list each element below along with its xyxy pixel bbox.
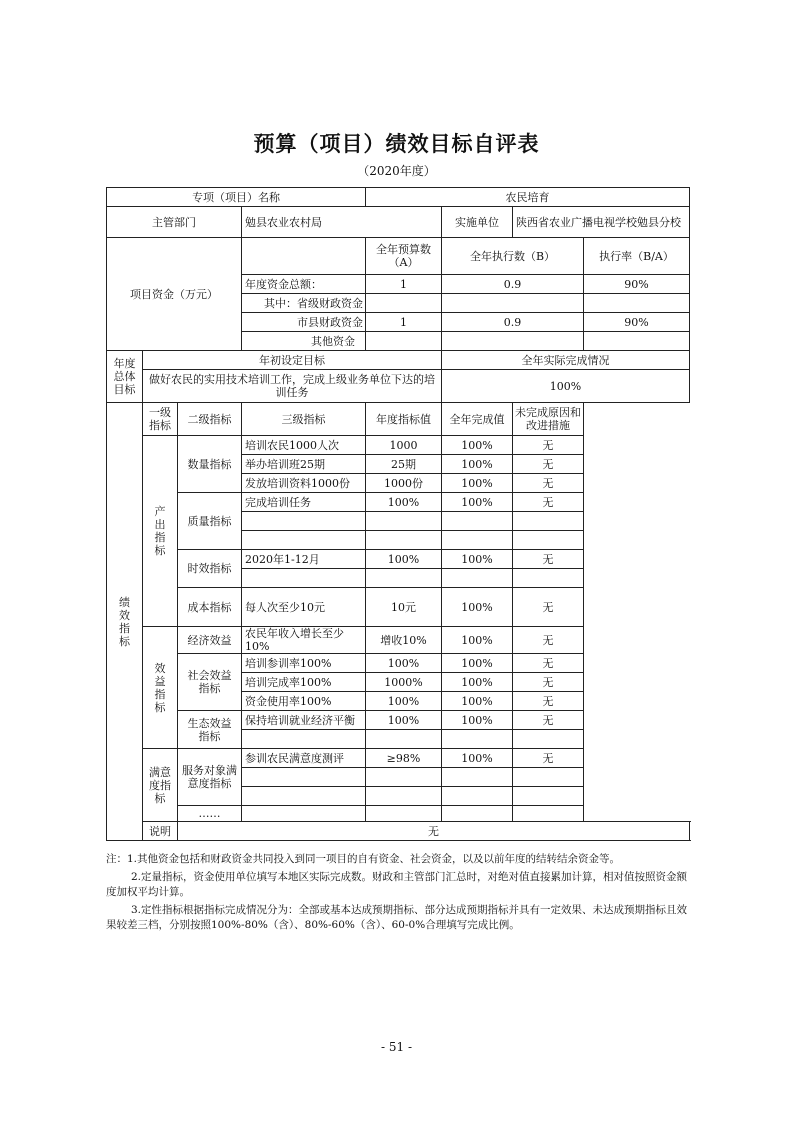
time-label: 时效指标 bbox=[178, 550, 242, 588]
funds-col-rate: 执行率（B/A） bbox=[584, 238, 690, 275]
project-name-value: 农民培育 bbox=[366, 188, 690, 207]
funds-row-a bbox=[366, 294, 442, 313]
indicator-name: 资金使用率100% bbox=[242, 692, 366, 711]
empty-cell bbox=[513, 806, 584, 822]
funds-row-label: 其他资金 bbox=[242, 332, 366, 351]
indicator-done: 100% bbox=[442, 493, 513, 512]
empty-cell bbox=[242, 806, 366, 822]
cost-label: 成本指标 bbox=[178, 588, 242, 627]
indicator-target: 100% bbox=[366, 692, 442, 711]
dept-label: 主管部门 bbox=[107, 207, 242, 238]
satisfaction-more: …… bbox=[178, 806, 242, 822]
indicator-name: 发放培训资料1000份 bbox=[242, 474, 366, 493]
funds-row-a bbox=[366, 332, 442, 351]
empty-cell bbox=[366, 806, 442, 822]
evaluation-table bbox=[106, 187, 690, 841]
funds-label: 项目资金（万元） bbox=[107, 238, 242, 351]
indicators-h-done: 全年完成值 bbox=[442, 403, 513, 436]
output-label: 产出指标 bbox=[143, 436, 178, 627]
indicator-reason: 无 bbox=[513, 588, 584, 627]
unit-label: 实施单位 bbox=[442, 207, 513, 238]
indicator-done: 100% bbox=[442, 455, 513, 474]
indicator-reason: 无 bbox=[513, 627, 584, 654]
indicator-done: 100% bbox=[442, 654, 513, 673]
empty-cell bbox=[442, 730, 513, 749]
empty-cell bbox=[442, 787, 513, 806]
funds-row-b bbox=[442, 332, 584, 351]
indicators-h-reason: 未完成原因和改进措施 bbox=[513, 403, 584, 436]
empty-cell bbox=[442, 569, 513, 588]
empty-cell bbox=[366, 512, 442, 531]
empty-cell bbox=[242, 768, 366, 787]
empty-cell bbox=[242, 730, 366, 749]
funds-row-label: 其中：省级财政资金 bbox=[242, 294, 366, 313]
funds-header-blank bbox=[242, 238, 366, 275]
quality-label: 质量指标 bbox=[178, 493, 242, 550]
indicator-name: 参训农民满意度测评 bbox=[242, 749, 366, 768]
indicator-target: 25期 bbox=[366, 455, 442, 474]
indicator-done: 100% bbox=[442, 436, 513, 455]
indicator-name: 每人次至少10元 bbox=[242, 588, 366, 627]
indicator-target: 100% bbox=[366, 493, 442, 512]
indicator-done: 100% bbox=[442, 673, 513, 692]
empty-cell bbox=[366, 569, 442, 588]
empty-cell bbox=[513, 730, 584, 749]
indicator-done: 100% bbox=[442, 749, 513, 768]
indicator-done: 100% bbox=[442, 588, 513, 627]
funds-row-b: 0.9 bbox=[442, 275, 584, 294]
indicator-name: 保持培训就业经济平衡 bbox=[242, 711, 366, 730]
empty-cell bbox=[442, 512, 513, 531]
funds-col-a: 全年预算数（A） bbox=[366, 238, 442, 275]
satisfaction-label: 满意度指标 bbox=[143, 749, 178, 822]
funds-row-b: 0.9 bbox=[442, 313, 584, 332]
funds-row-label: 年度资金总额： bbox=[242, 275, 366, 294]
remark-label: 说明 bbox=[143, 822, 178, 841]
service-label: 服务对象满意度指标 bbox=[178, 749, 242, 806]
funds-row-a: 1 bbox=[366, 313, 442, 332]
funds-col-b: 全年执行数（B） bbox=[442, 238, 584, 275]
funds-row-rate: 90% bbox=[584, 275, 690, 294]
footnotes bbox=[106, 852, 696, 936]
funds-row-rate: 90% bbox=[584, 313, 690, 332]
indicator-reason: 无 bbox=[513, 550, 584, 569]
empty-cell bbox=[442, 806, 513, 822]
indicator-done: 100% bbox=[442, 627, 513, 654]
quantity-label: 数量指标 bbox=[178, 436, 242, 493]
remark-value: 无 bbox=[178, 822, 690, 841]
indicator-reason: 无 bbox=[513, 474, 584, 493]
indicator-target: 1000份 bbox=[366, 474, 442, 493]
indicator-reason: 无 bbox=[513, 455, 584, 474]
empty-cell bbox=[242, 569, 366, 588]
footnote: 注：1.其他资金包括和财政资金共同投入到同一项目的自有资金、社会资金，以及以前年度的结转结余资金等。 bbox=[106, 853, 621, 865]
indicators-h-l3: 三级指标 bbox=[242, 403, 366, 436]
goals-col-actual: 全年实际完成情况 bbox=[442, 351, 690, 370]
indicator-reason: 无 bbox=[513, 436, 584, 455]
funds-row-rate bbox=[584, 294, 690, 313]
indicators-h-l2: 二级指标 bbox=[178, 403, 242, 436]
indicator-target: 100% bbox=[366, 711, 442, 730]
empty-cell bbox=[513, 787, 584, 806]
empty-cell bbox=[242, 512, 366, 531]
indicator-target: 100% bbox=[366, 654, 442, 673]
indicators-h-target: 年度指标值 bbox=[366, 403, 442, 436]
empty-cell bbox=[242, 531, 366, 550]
indicator-reason: 无 bbox=[513, 493, 584, 512]
empty-cell bbox=[366, 787, 442, 806]
goals-actual: 100% bbox=[442, 370, 690, 403]
goals-label: 年度总体目标 bbox=[107, 351, 143, 403]
indicator-reason: 无 bbox=[513, 749, 584, 768]
ecology-label: 生态效益指标 bbox=[178, 711, 242, 749]
indicator-reason: 无 bbox=[513, 673, 584, 692]
page-title: 预算（项目）绩效目标自评表 bbox=[253, 131, 540, 156]
indicator-target: 1000% bbox=[366, 673, 442, 692]
empty-cell bbox=[242, 787, 366, 806]
footnote: 2.定量指标，资金使用单位填写本地区实际完成数。财政和主管部门汇总时，对绝对值直接累加计算，相对值按照资金额度加权平均计算。 bbox=[106, 871, 688, 898]
indicator-name: 培训参训率100% bbox=[242, 654, 366, 673]
empty-cell bbox=[513, 531, 584, 550]
indicator-target: 100% bbox=[366, 550, 442, 569]
indicator-reason: 无 bbox=[513, 692, 584, 711]
indicator-done: 100% bbox=[442, 550, 513, 569]
indicator-done: 100% bbox=[442, 474, 513, 493]
indicator-target: ≥98% bbox=[366, 749, 442, 768]
indicator-name: 完成培训任务 bbox=[242, 493, 366, 512]
indicator-name: 举办培训班25期 bbox=[242, 455, 366, 474]
indicators-label: 绩效指标 bbox=[107, 403, 143, 841]
empty-cell bbox=[513, 768, 584, 787]
indicator-name: 培训完成率100% bbox=[242, 673, 366, 692]
indicators-h-l1: 一级指标 bbox=[143, 403, 178, 436]
funds-row-b bbox=[442, 294, 584, 313]
empty-cell bbox=[366, 531, 442, 550]
indicator-name: 培训农民1000人次 bbox=[242, 436, 366, 455]
indicator-reason: 无 bbox=[513, 711, 584, 730]
indicator-reason: 无 bbox=[513, 654, 584, 673]
indicator-name: 2020年1-12月 bbox=[242, 550, 366, 569]
indicator-target: 10元 bbox=[366, 588, 442, 627]
goals-col-plan: 年初设定目标 bbox=[143, 351, 442, 370]
unit-value: 陕西省农业广播电视学校勉县分校 bbox=[513, 207, 690, 238]
empty-cell bbox=[513, 569, 584, 588]
empty-cell bbox=[442, 768, 513, 787]
empty-cell bbox=[442, 531, 513, 550]
goals-plan: 做好农民的实用技术培训工作，完成上级业务单位下达的培训任务 bbox=[143, 370, 442, 403]
funds-row-label: 市县财政资金 bbox=[242, 313, 366, 332]
footnote: 3.定性指标根据指标完成情况分为：全部或基本达成预期指标、部分达成预期指标并具有一定效果、未达成预期指标且效果较差三档，分别按照100%-80%（含）、80%-60%（含）、60-0%合理填写完成比例。 bbox=[106, 904, 688, 931]
social-label: 社会效益指标 bbox=[178, 654, 242, 711]
page-number: - 51 - bbox=[380, 1040, 412, 1054]
page-subtitle: （2020年度） bbox=[357, 164, 436, 178]
benefit-label: 效益指标 bbox=[143, 627, 178, 749]
indicator-name: 农民年收入增长至少10% bbox=[242, 627, 366, 654]
funds-row-rate bbox=[584, 332, 690, 351]
dept-value: 勉县农业农村局 bbox=[242, 207, 442, 238]
indicator-done: 100% bbox=[442, 692, 513, 711]
indicator-done: 100% bbox=[442, 711, 513, 730]
indicator-target: 1000 bbox=[366, 436, 442, 455]
project-name-label: 专项（项目）名称 bbox=[107, 188, 366, 207]
empty-cell bbox=[366, 730, 442, 749]
empty-cell bbox=[366, 768, 442, 787]
economic-label: 经济效益 bbox=[178, 627, 242, 654]
indicator-target: 增收10% bbox=[366, 627, 442, 654]
empty-cell bbox=[513, 512, 584, 531]
funds-row-a: 1 bbox=[366, 275, 442, 294]
